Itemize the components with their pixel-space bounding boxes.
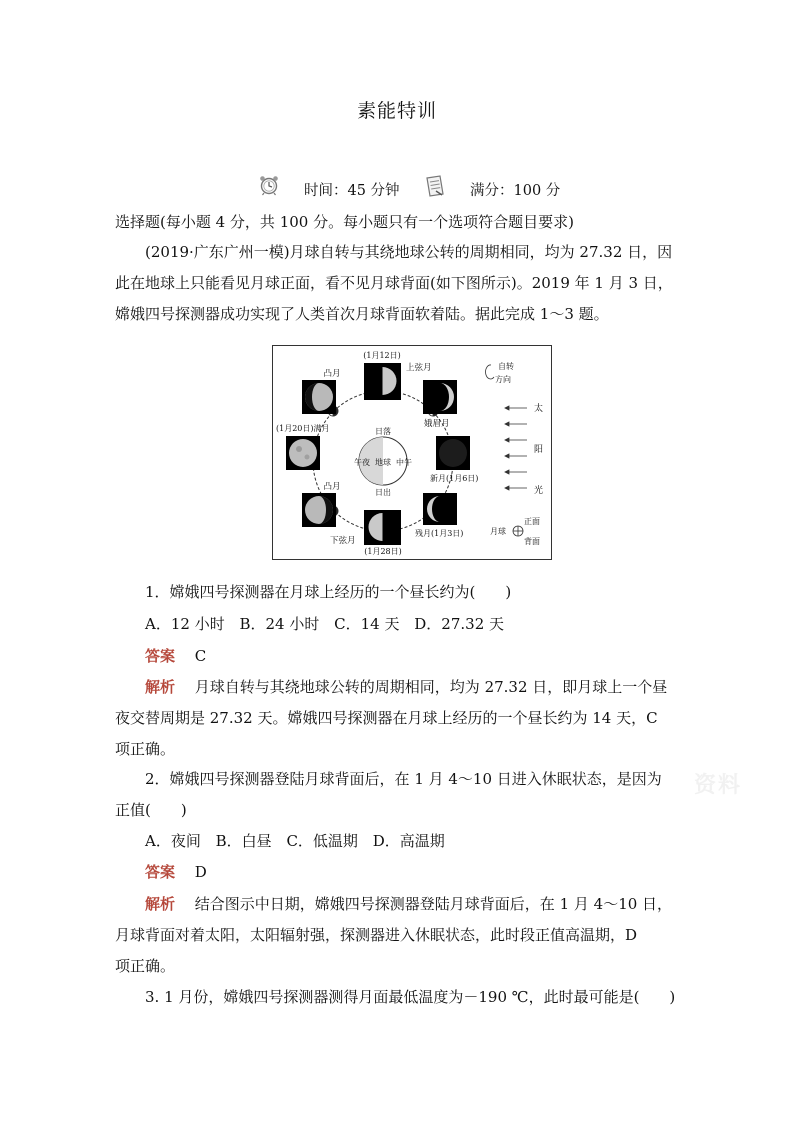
sunrise-label: 日出 [375, 488, 391, 497]
legend-moon-label: 月球 [490, 527, 506, 536]
instructions: 选择题(每小题 4 分，共 100 分。每小题只有一个选项符合题目要求) [115, 213, 574, 231]
moon-photo-gibbous-top [302, 380, 336, 414]
q1-option-d: D．27.32 天 [414, 615, 505, 633]
q2-stem-line-1: 2．嫦娥四号探测器登陆月球背面后，在 1 月 4～10 日进入休眠状态，是因为 [145, 770, 662, 788]
waning-crescent-label: 残月(1月3日) [415, 529, 464, 538]
sunset-label: 日落 [375, 427, 391, 436]
q3-stem: 3. 1 月份，嫦娥四号探测器测得月面最低温度为－190 ℃，此时最可能是( ) [145, 988, 676, 1006]
q2-answer-value: D [194, 863, 207, 881]
q1-answer [145, 646, 680, 666]
q2-options [145, 831, 680, 851]
q1-option-a: A．12 小时 [145, 615, 225, 633]
watermark: 资料 [694, 773, 743, 798]
time-limit: 时间：45 分钟 [304, 183, 400, 199]
direction-label: 方向 [495, 375, 511, 384]
q2-option-c: C．低温期 [286, 832, 358, 850]
sunlight-label-2: 阳 [534, 445, 544, 455]
q2-answer-label: 答案 [145, 863, 176, 881]
q2-analysis-line-1 [145, 894, 680, 914]
date-jan28-label: (1月28日) [364, 547, 402, 556]
moon-photo-new [436, 436, 470, 470]
moon-photo-last-quarter [364, 510, 401, 545]
legend-front-label: 正面 [524, 517, 540, 526]
gibbous-top-label: 凸月 [323, 369, 341, 379]
q2-answer [145, 862, 680, 882]
q1-analysis-line-1 [145, 677, 680, 697]
q2-option-b: B．白昼 [215, 832, 272, 850]
gibbous-bottom-label: 凸月 [323, 482, 341, 492]
moon-photo-full [286, 436, 320, 470]
q1-answer-label: 答案 [145, 647, 176, 665]
q2-analysis-label: 解析 [145, 895, 176, 913]
q1-analysis-line-3: 项正确。 [115, 740, 176, 758]
moon-side-legend-icon [513, 526, 523, 536]
exam-meta [252, 174, 582, 202]
q2-analysis-text-1: 结合图示中日期，嫦娥四号探测器登陆月球背面后，在 1 月 4～10 日， [194, 895, 673, 913]
full-score: 满分：100 分 [470, 183, 561, 199]
crescent-label: 娥眉月 [424, 419, 450, 429]
q1-options [145, 614, 680, 634]
midnight-label: 午夜 [354, 458, 370, 467]
intro-line-1: (2019·广东广州一模)月球自转与其绕地球公转的周期相同，均为 27.32 日，因 [145, 243, 673, 261]
moon-photo-waxing-crescent [423, 380, 457, 414]
q1-answer-value: C [194, 647, 207, 665]
moon-phase-diagram [272, 345, 552, 560]
q1-analysis-label: 解析 [145, 678, 176, 696]
last-quarter-label: 下弦月 [330, 536, 356, 546]
q2-option-a: A．夜间 [145, 832, 201, 850]
q1-stem: 1．嫦娥四号探测器在月球上经历的一个昼长约为( ) [145, 583, 512, 601]
page-title: 素能特训 [356, 100, 437, 122]
noon-label: 中午 [396, 458, 412, 467]
earth-label: 地球 [375, 458, 391, 467]
new-moon-label: 新月(1月6日) [430, 474, 479, 483]
q2-analysis-line-3: 项正确。 [115, 957, 176, 975]
legend-back-label: 背面 [524, 537, 540, 546]
q1-analysis-line-2: 夜交替周期是 27.32 天。嫦娥四号探测器在月球上经历的一个昼长约为 14 天，C [115, 709, 658, 727]
intro-line-2: 此在地球上只能看见月球正面，看不见月球背面(如下图所示)。2019 年 1 月 3 日， [115, 274, 673, 292]
alarm-clock-icon [258, 174, 280, 196]
q1-option-c: C．14 天 [334, 615, 400, 633]
date-jan12-label: (1月12日) [363, 351, 401, 360]
score-paper-icon [424, 174, 446, 198]
full-moon-label: (1月20日)满月 [276, 424, 330, 433]
first-quarter-label: 上弦月 [406, 363, 432, 373]
moon-photo-gibbous-bottom [302, 493, 336, 527]
rotation-label: 自转 [498, 362, 514, 371]
intro-line-3: 嫦娥四号探测器成功实现了人类首次月球背面软着陆。据此完成 1～3 题。 [115, 305, 609, 323]
moon-photo-waning-crescent [423, 493, 457, 525]
q1-option-b: B．24 小时 [239, 615, 320, 633]
sunlight-label-1: 太 [534, 404, 544, 414]
q1-analysis-text-1: 月球自转与其绕地球公转的周期相同，均为 27.32 日，即月球上一个昼 [194, 678, 668, 696]
moon-photo-first-quarter [364, 363, 401, 400]
q2-analysis-line-2: 月球背面对着太阳，太阳辐射强，探测器进入休眠状态，此时段正值高温期，D [115, 926, 638, 944]
sunlight-label-3: 光 [534, 486, 544, 496]
q2-stem-line-2: 正值( ) [115, 801, 187, 819]
q2-option-d: D．高温期 [372, 832, 445, 850]
